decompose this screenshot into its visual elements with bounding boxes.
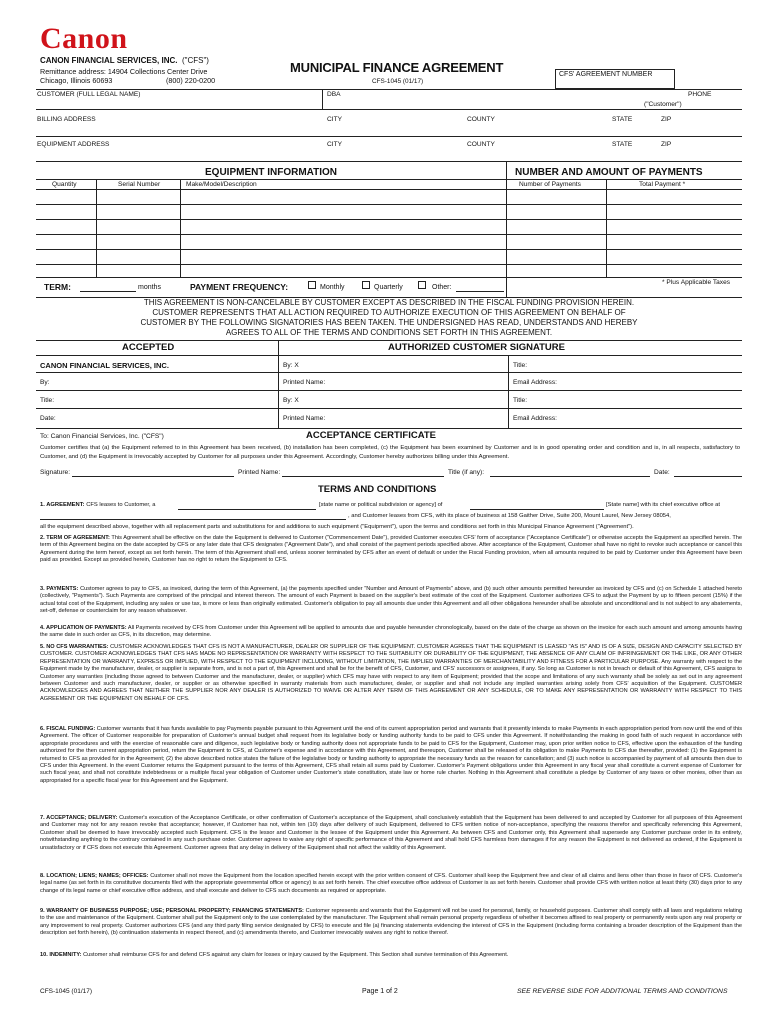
customer-title-label-2: Title: (513, 397, 528, 404)
payments-title: NUMBER AND AMOUNT OF PAYMENTS (515, 167, 703, 178)
term-8: 8. LOCATION; LIENS; NAMES; OFFICES: Customer shall not move the Equipment from the location specified herein except with the prior written consent of CFS. Customer shall keep the Equipment free and clear of all claims and liens other than those in favor of CFS. Customer's legal name (as set forth in its constitutive documents filed with the appropriate governmental office or agency) is as set forth herein. The chief executive office address of Customer is as set forth herein. Customer shall provide CFS with written notice at least thirty (30) days prior to any change of its legal name or chief executive office address, and shall execute and deliver to CFS such documents as required or appropriate. (40, 873, 742, 894)
non-cancelable-notice: THIS AGREEMENT IS NON-CANCELABLE BY CUSTOMER EXCEPT AS DESCRIBED IN THE FISCAL FUNDING PROVISION HEREIN. CUSTOMER REPRESENTS THAT ALL ACTION REQUIRED TO AUTHORIZE EXECUTION OF THIS AGREEMENT ON BEHALF OF CUSTOMER BY THE FOLLOWING SIGNATORIES HAS BEEN TAKEN. THE UNDERSIGNED HAS READ, UNDERSTANDS AND HEREBY AGREES TO ALL OF THE TERMS AND CONDITIONS SET FORTH IN THIS AGREEMENT. (140, 298, 638, 337)
term-9: 9. WARRANTY OF BUSINESS PURPOSE; USE; PERSONAL PROPERTY; FINANCING STATEMENTS: Customer represents and warrants that the Equipment will not be used for personal, family, or household purposes. Customer shall comply with all laws and regulations relating to the use and maintenance of the Equipment. Customer shall put the Equipment only to the use contemplated by the manufacturer. The Equipment shall remain personal property regardless of whether it becomes affixed to real property or permanently rests upon any real property or any improvement to real property. Customer authorizes CFS (and any third party filing service designated by CFS) to execute and file (a) financing statements evidencing the interest of CFS in the Equipment (including forms containing a broader description of the Equipment than the description set forth herein), (b) continuation statements in respect thereof, and (c) amendments thereto, and Customer irrevocably waives any right to notice thereof. (40, 908, 742, 937)
term-2: 2. TERM OF AGREEMENT: This Agreement shall be effective on the date the Equipment is delivered to Customer ("Commencement Date"), provided Customer executes CFS' form of acceptance ("Acceptance Certificate") or otherwise accepts the Equipment as specified herein. The term of this Agreement begins on the date accepted by CFS or any later date that CFS designates ("Agreement Date"), and shall consist of the payment periods specified above. After acceptance of the Equipment, Customer shall have no right to revoke such acceptance or cancel this Agreement during the term hereof, except as set forth herein. The term of this Agreement shall end, unless sooner terminated by CFS after an event of default or under the Fiscal Funding provision, when all amounts required to be paid by Customer under this Agreement have been paid as provided. Except as provided herein, Customer has no right to return the Equipment to CFS. (40, 535, 743, 564)
term-6: 6. FISCAL FUNDING: Customer warrants that it has funds available to pay Payments payable pursuant to this Agreement until the end of its current appropriation period and warrants that it presently intends to make Payments in each appropriation period from now until the end of this Agreement. The officer of Customer responsible for preparation of Customer's annual budget shall request from its legislative body or funding authority funds to be paid to CFS under this Agreement. If notwithstanding the making in good faith of such request in accordance with appropriate procedures and with the exercise of reasonable care and diligence, such legislative body or funding authority does not appropriate funds to be paid to CFS for the Equipment, Customer may, upon prior written notice to CFS, effective upon the exhaustion of the funding authorized for the then current appropriation period, return the Equipment to CFS, at Customer's expense and in accordance with this Agreement, and thereupon, Customer shall be released of its obligation to make Payments to CFS due thereafter, provided: (1) the Equipment is returned to CFS as provided for in the Agreement; (2) the above described notice states the failure of the legislative body or funding authority to appropriate the necessary funds as the reason for cancellation; and (3) such notice is accompanied by payment of all amounts then due to CFS under this Agreement. In the event Customer returns the Equipment pursuant to the terms of this Agreement, CFS shall retain all sums paid by Customer. Customer's Payment obligations under this Agreement in any fiscal year shall constitute a current expense of Customer for such fiscal year, and shall not constitute indebtedness or a multiple fiscal year obligation of Customer under Customer's state constitution, state law or home rule charter. Nothing in this Agreement shall constitute a pledge by Customer of any taxes or other monies, other than as appropriated for a specific fiscal year for this Agreement and the Equipment. (40, 726, 742, 784)
months-label: months (138, 284, 161, 291)
term-agreement-office: [State name] with its chief executive office at (606, 502, 720, 508)
footer-see-reverse: SEE REVERSE SIDE FOR ADDITIONAL TERMS AND CONDITIONS (517, 988, 728, 995)
equipment-state-label: STATE (612, 141, 633, 148)
term-label: TERM: (44, 282, 71, 292)
term-4: 4. APPLICATION OF PAYMENTS: All Payments received by CFS from Customer under this Agreement will be applied to amounts due and payable hereunder chronologically, based on the date of the charge as shown on the invoice for each such amount and among amounts having the same date in such order as CFS, in its discretion, may determine. (40, 625, 742, 639)
monthly-label: Monthly (320, 284, 345, 291)
authorized-signature-title: AUTHORIZED CUSTOMER SIGNATURE (388, 342, 565, 353)
col-make: Make/Model/Description (186, 181, 257, 188)
acceptance-title-label: Title (if any): (448, 469, 485, 476)
acceptance-to: To: Canon Financial Services, Inc. ("CFS") (40, 433, 164, 440)
term-7: 7. ACCEPTANCE; DELIVERY: Customer's execution of the Acceptance Certificate, or other confirmation of Customer's acceptance of the Equipment, shall conclusively establish that the Equipment has been delivered to and accepted by Customer for all purposes of this Agreement and Customer may not for any reason revoke that acceptance; however, if Customer has not, within ten (10) days after delivery of such Equipment, delivered to CFS written notice of non-acceptance, specifying the reasons therefor and specifically referencing this Agreement, Customer shall be deemed to have irrevocably accepted such Equipment. CFS is the lessor and Customer is the lessee of the Equipment under this Agreement. As between CFS and Customer only, this Agreement shall supersede any Customer purchase order in its entirety, notwithstanding anything to the contrary contained in any such purchase order. Customer agrees to waive any right of specific performance of this Agreement and shall hold CFS harmless from damages if for any reason the Equipment is not delivered as ordered, if the Equipment is unsatisfactory or if CFS does not execute this Agreement. Customer agrees that any delay in delivery of the Equipment shall not affect the validity of this Agreement. (40, 815, 742, 851)
dba-field[interactable] (326, 99, 626, 108)
term-10: 10. INDEMNITY: Customer shall reimburse CFS for and defend CFS against any claim for losses or injury caused by the Equipment. This Section shall survive termination of this Agreement. (40, 952, 509, 958)
customer-email-label-2: Email Address: (513, 415, 557, 422)
other-label: Other: (432, 284, 452, 291)
accepted-title: ACCEPTED (122, 342, 175, 353)
col-serial: Serial Number (118, 181, 161, 188)
equipment-zip-label: ZIP (661, 141, 672, 148)
equipment-address-label: EQUIPMENT ADDRESS (37, 141, 110, 148)
remit-address: Remittance address: 14904 Collections Center Drive (40, 67, 208, 76)
company-name: CANON FINANCIAL SERVICES, INC. ("CFS") (40, 56, 209, 65)
serial-field[interactable] (98, 191, 178, 276)
agreement-number-box[interactable] (555, 69, 675, 89)
phone-label: PHONE (688, 91, 712, 98)
dba-label: DBA (327, 91, 341, 98)
acceptance-signature-label: Signature: (40, 469, 71, 476)
monthly-checkbox[interactable] (308, 281, 316, 289)
term-agreement-state: [state name or political subdivision or agency] of (319, 502, 443, 508)
customer-title-label: Title: (513, 362, 528, 369)
form-code: CFS-1045 (01/17) (372, 78, 424, 85)
acceptance-signature-field[interactable] (72, 466, 234, 476)
billing-address-field[interactable] (40, 124, 318, 134)
billing-city-label: CITY (327, 116, 343, 123)
remit-city: Chicago, Illinois 60693 (40, 76, 113, 85)
cfs-name: CANON FINANCIAL SERVICES, INC. (40, 361, 169, 370)
footer-page-number: Page 1 of 2 (362, 988, 398, 995)
quarterly-label: Quarterly (374, 284, 403, 291)
quantity-field[interactable] (40, 191, 94, 276)
cfs-title-label: Title: (40, 397, 55, 404)
customer-byx-label: By: X (283, 362, 299, 369)
term-5: 5. NO CFS WARRANTIES: CUSTOMER ACKNOWLEDGES THAT CFS IS NOT A MANUFACTURER, DEALER OR SUPPLIER OF THE EQUIPMENT. CUSTOMER AGREES THAT THE EQUIPMENT IS LEASED "AS IS" AND IS OF A SIZE, DESIGN AND CAPACITY SELECTED BY CUSTOMER. CUSTOMER ACKNOWLEDGES THAT CFS HAS MADE NO REPRESENTATION OR WARRANTY WITH RESPECT TO THE SUITABILITY OR DURABILITY OF THE EQUIPMENT, THE ABSENCE OF ANY CLAIM OF INFRINGEMENT OR THE LIKE, OR ANY OTHER REPRESENTATION OR WARRANTY, EXPRESS OR IMPLIED, WITH RESPECT TO THE EQUIPMENT INCLUDING, WITHOUT LIMITATION, THE IMPLIED WARRANTIES OF MERCHANTABILITY AND FITNESS FOR A PARTICULAR PURPOSE. Any warranty with respect to the Equipment made by the manufacturer, dealer, or supplier is separate from, and is not a part of, this Agreement and shall be for the benefit of CFS, Customer, and CFS' successors or assignees, if any. So long as Customer is not in breach or default of this Agreement, CFS assigns to Customer any warranties (including those agreed to between Customer and the manufacturer, dealer, or supplier) which CFS may have with respect to any item of Equipment; provided that the scope and limitations of any such warranty shall be solely as set out in any agreement between Customer and such manufacturer, dealer, or supplier or as otherwise specified in warranty materials from such manufacturer, dealer, or supplier and shall not include any implied warranties arising solely from CFS' acquisition of the Equipment. CUSTOMER ACKNOWLEDGES AND AGREES THAT NEITHER THE SUPPLIER NOR ANY DEALER IS AUTHORIZED TO WAIVE OR ALTER ANY TERM OF THIS AGREEMENT OR ANY SCHEDULE, OR TO MAKE ANY REPRESENTATION OR WARRANTY WITH RESPECT TO THIS AGREEMENT OR THE EQUIPMENT ON BEHALF OF CFS. (40, 644, 742, 702)
acceptance-printed-name-label: Printed Name: (238, 469, 281, 476)
footer-form-code: CFS-1045 (01/17) (40, 988, 93, 995)
customer-name-field[interactable] (40, 97, 318, 108)
canon-logo: Canon (40, 22, 128, 55)
company-phone: (800) 220-0200 (166, 76, 216, 85)
total-payment-field[interactable] (608, 191, 740, 276)
quarterly-checkbox[interactable] (362, 281, 370, 289)
col-quantity: Quantity (52, 181, 77, 188)
acceptance-date-label: Date: (654, 469, 670, 476)
frequency-label: PAYMENT FREQUENCY: (190, 282, 289, 292)
equipment-county-label: COUNTY (467, 141, 495, 148)
customer-legal-name-label: CUSTOMER (FULL LEGAL NAME) (37, 91, 141, 98)
billing-zip-label: ZIP (661, 116, 672, 123)
other-checkbox[interactable] (418, 281, 426, 289)
term-agreement-line3: all the equipment described above, together with all replacement parts and substitutions for and additions to such equipment ("Equipment"), upon the terms and conditions set forth in this Municipal Finance Agreement ("Agreement"). (40, 524, 634, 530)
term-agreement-line1: 1. AGREEMENT: CFS leases to Customer, a (40, 502, 156, 508)
terms-title: TERMS AND CONDITIONS (318, 484, 437, 495)
taxes-note: * Plus Applicable Taxes (662, 279, 731, 286)
col-total-payment: Total Payment * (639, 181, 686, 188)
billing-address-label: BILLING ADDRESS (37, 116, 96, 123)
equipment-city-label: CITY (327, 141, 343, 148)
term-field[interactable] (81, 282, 135, 291)
acceptance-title: ACCEPTANCE CERTIFICATE (306, 430, 437, 441)
customer-byx-label-2: By: X (283, 397, 299, 404)
document-title: MUNICIPAL FINANCE AGREEMENT (290, 60, 504, 75)
customer-printed-name-label: Printed Name: (283, 379, 326, 386)
equipment-info-title: EQUIPMENT INFORMATION (205, 167, 338, 178)
cfs-by-label: By: (40, 379, 50, 386)
cfs-by-field[interactable] (56, 376, 274, 387)
cfs-date-label: Date: (40, 415, 56, 422)
customer-signature-field[interactable] (300, 359, 504, 370)
acceptance-text: Customer certifies that (a) the Equipment referred to in this Agreement has been received, (b) installation has been completed, (c) the Equipment has been examined by Customer and is in good operating order and condition and is, in all respects, satisfactory to Customer, and (d) the Equipment is irrevocably accepted by Customer for all purposes under this Agreement. Accordingly, Customer hereby authorizes billing under this Agreement. (40, 445, 740, 460)
make-model-field[interactable] (182, 191, 502, 276)
other-frequency-field[interactable] (456, 282, 504, 291)
billing-state-label: STATE (612, 116, 633, 123)
customer-note: ("Customer") (644, 101, 682, 108)
customer-email-label: Email Address: (513, 379, 557, 386)
customer-printed-name-label-2: Printed Name: (283, 415, 326, 422)
equipment-address-field[interactable] (40, 149, 318, 159)
agreement-number-label: CFS' AGREEMENT NUMBER (559, 71, 653, 78)
billing-county-label: COUNTY (467, 116, 495, 123)
num-payments-field[interactable] (508, 191, 604, 276)
term-agreement-line2: , and Customer leases from CFS, with its place of business at 158 Gaither Drive, Suite 200, Mount Laurel, New Jersey 08054, (348, 513, 671, 519)
col-num-payments: Number of Payments (519, 181, 581, 188)
term-3: 3. PAYMENTS: Customer agrees to pay to CFS, as invoiced, during the term of this Agreement, (a) the payments specified under "Number and Amount of Payments" above, and (b) such other amounts permitted hereunder as invoiced by CFS and (c) on Schedule 1 attached hereto (collectively, "Payments"). Such Payments are comprised of the principal and interest thereon. The amount of each Payment is based on the supplier's best estimate of the cost of the Equipment. Customer authorizes CFS to adjust the Payment by up to fifteen percent (15%) if the actual total cost of the Equipment, including any sales or use tax, is more or less than originally estimated. Customer's obligation to pay all amounts due under this Agreement and all other obligations hereunder shall be absolute and unconditional and is not subject to any abatements, set-off, defense or counterclaim for any reason whatsoever. (40, 586, 743, 615)
